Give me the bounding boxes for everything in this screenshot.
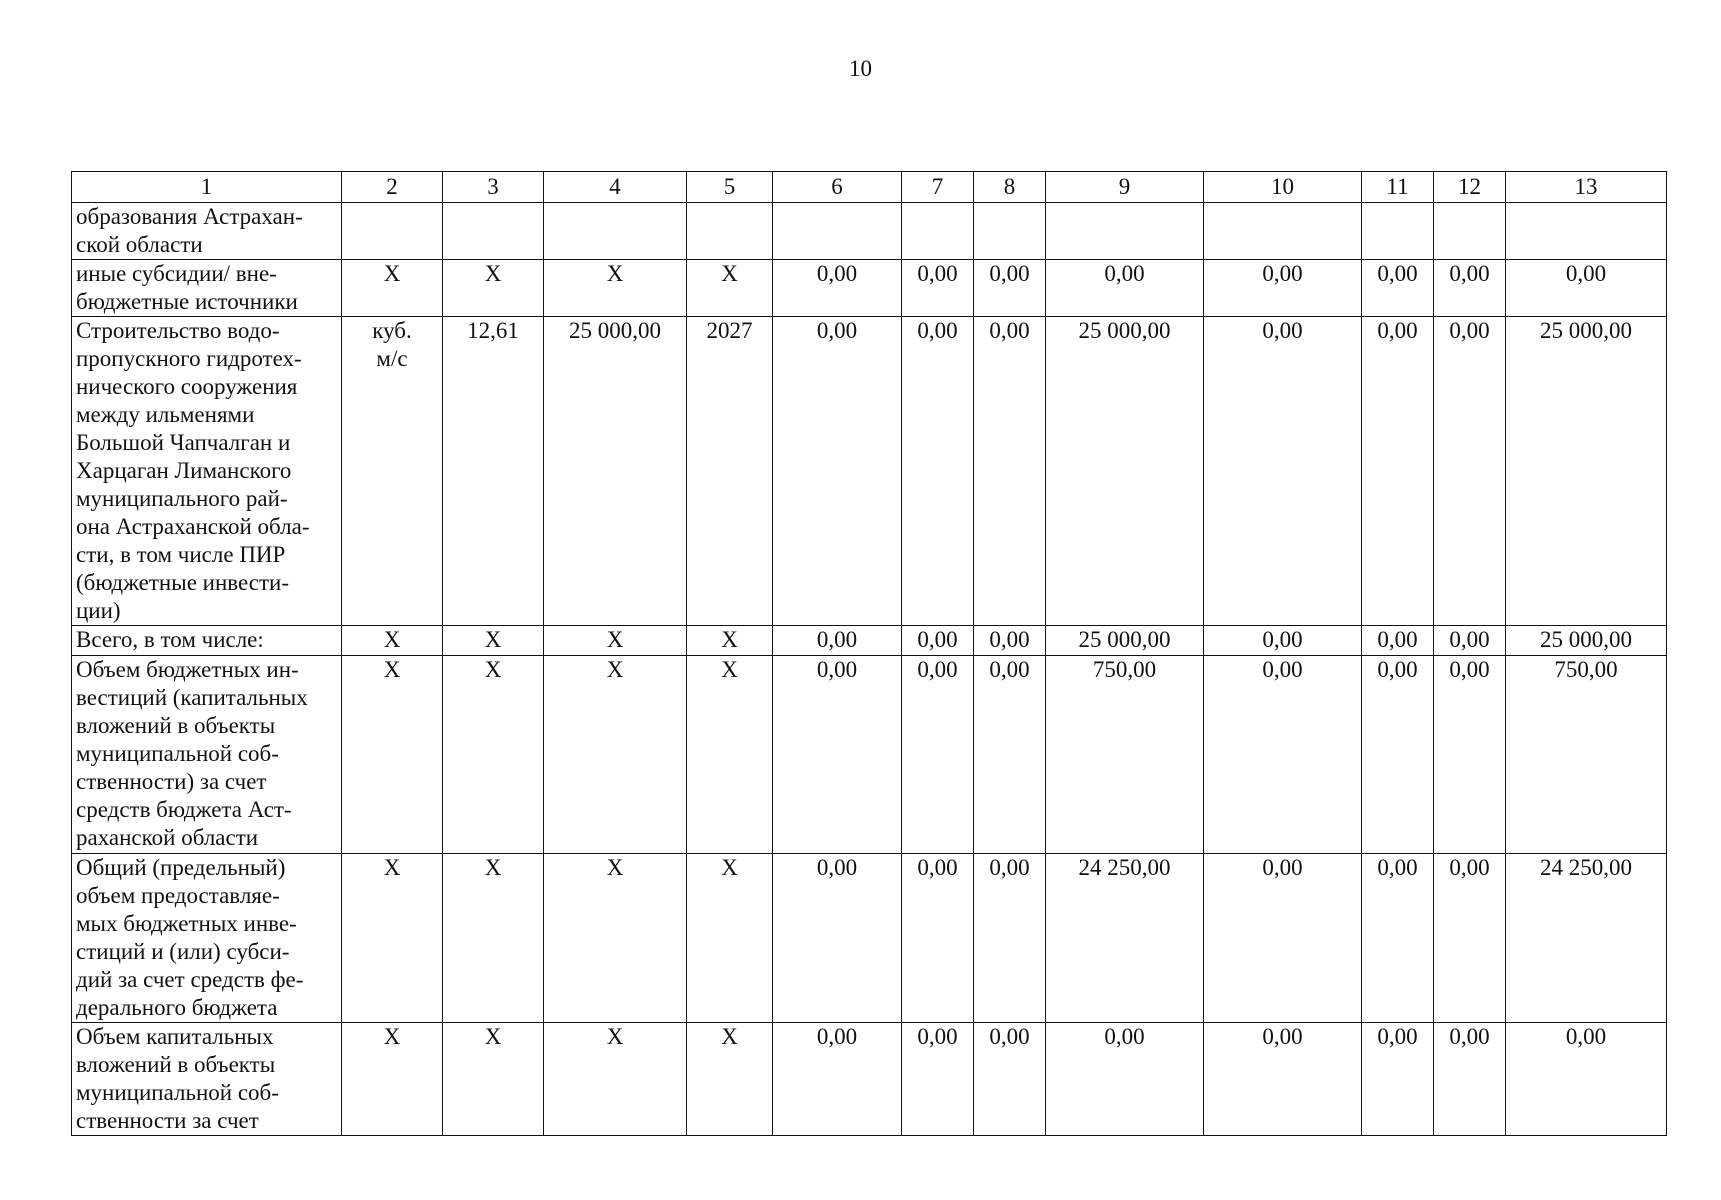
table-cell: 0,00 bbox=[773, 626, 902, 656]
table-cell: Х bbox=[544, 656, 687, 854]
table-cell: 0,00 bbox=[902, 1023, 974, 1136]
table-cell: 0,00 bbox=[974, 656, 1046, 854]
table-row bbox=[72, 203, 1667, 260]
column-header: 7 bbox=[902, 172, 974, 203]
table-cell: 0,00 bbox=[1204, 260, 1362, 317]
table-cell: Х bbox=[544, 626, 687, 656]
table-cell: 0,00 bbox=[1506, 260, 1667, 317]
table-cell: 0,00 bbox=[1204, 656, 1362, 854]
row-label: образования Астрахан- ской области bbox=[72, 203, 342, 260]
table-cell: 0,00 bbox=[773, 260, 902, 317]
table-cell: 0,00 bbox=[1362, 854, 1434, 1023]
table-cell bbox=[1506, 203, 1667, 260]
table-cell: 0,00 bbox=[773, 854, 902, 1023]
table-cell: 0,00 bbox=[1362, 317, 1434, 626]
table-cell: Х bbox=[443, 1023, 544, 1136]
table-cell: 0,00 bbox=[1204, 1023, 1362, 1136]
table-cell: 0,00 bbox=[1362, 656, 1434, 854]
table-cell: Х bbox=[342, 626, 443, 656]
column-header: 12 bbox=[1434, 172, 1506, 203]
table-cell: 25 000,00 bbox=[544, 317, 687, 626]
table-cell: 750,00 bbox=[1506, 656, 1667, 854]
table-cell: 25 000,00 bbox=[1506, 626, 1667, 656]
table-cell: 0,00 bbox=[902, 854, 974, 1023]
column-header: 8 bbox=[974, 172, 1046, 203]
table-row bbox=[72, 1023, 1667, 1136]
table-cell: Х bbox=[443, 854, 544, 1023]
column-header: 11 bbox=[1362, 172, 1434, 203]
table-cell: 0,00 bbox=[974, 626, 1046, 656]
table-cell bbox=[1434, 203, 1506, 260]
table-row bbox=[72, 656, 1667, 854]
table-cell bbox=[1362, 203, 1434, 260]
table-cell bbox=[1046, 203, 1204, 260]
table-cell: 0,00 bbox=[1204, 854, 1362, 1023]
table-row bbox=[72, 260, 1667, 317]
row-label: Всего, в том числе: bbox=[72, 626, 342, 656]
column-header: 4 bbox=[544, 172, 687, 203]
table-cell: 0,00 bbox=[1362, 260, 1434, 317]
table-header bbox=[72, 172, 1667, 203]
table-cell: 750,00 bbox=[1046, 656, 1204, 854]
table-cell: 0,00 bbox=[1046, 1023, 1204, 1136]
row-label: Общий (предельный) объем предоставляе- мых бюджетных инве- стиций и (или) субси- дий за счет средств фе- дерального бюджета bbox=[72, 854, 342, 1023]
table-cell bbox=[773, 203, 902, 260]
table-cell: 0,00 bbox=[974, 854, 1046, 1023]
table-cell: куб. м/с bbox=[342, 317, 443, 626]
table-cell bbox=[544, 203, 687, 260]
header-row bbox=[72, 172, 1667, 203]
table-cell: 2027 bbox=[687, 317, 773, 626]
table-cell: Х bbox=[687, 854, 773, 1023]
table-cell: Х bbox=[342, 656, 443, 854]
table-cell bbox=[974, 203, 1046, 260]
column-header: 1 bbox=[72, 172, 342, 203]
table-cell: 12,61 bbox=[443, 317, 544, 626]
table-cell: Х bbox=[544, 854, 687, 1023]
row-label: Объем бюджетных ин- вестиций (капитальных вложений в объекты муниципальной соб- ственности) за счет средств бюджета Аст- раханской области bbox=[72, 656, 342, 854]
column-header: 13 bbox=[1506, 172, 1667, 203]
budget-table bbox=[71, 171, 1667, 1136]
table-cell: 0,00 bbox=[773, 317, 902, 626]
table-cell: Х bbox=[443, 656, 544, 854]
table-cell: Х bbox=[342, 854, 443, 1023]
table-cell: 0,00 bbox=[902, 656, 974, 854]
table-cell bbox=[1204, 203, 1362, 260]
row-label: Строительство водо- пропускного гидротех- нического сооружения между ильменями Большой Чапчалган и Харцаган Лиманского муниципального рай- она Астраханской обла- сти, в том числе ПИР (бюджетные инвести- ции) bbox=[72, 317, 342, 626]
table-row bbox=[72, 317, 1667, 626]
table-cell: Х bbox=[687, 260, 773, 317]
table-cell: 0,00 bbox=[974, 317, 1046, 626]
table-row bbox=[72, 854, 1667, 1023]
table-cell: 0,00 bbox=[1506, 1023, 1667, 1136]
table-cell: 0,00 bbox=[902, 317, 974, 626]
table-cell: 0,00 bbox=[902, 626, 974, 656]
table-cell: 25 000,00 bbox=[1046, 317, 1204, 626]
table-cell bbox=[902, 203, 974, 260]
table-cell: Х bbox=[544, 1023, 687, 1136]
table-cell bbox=[687, 203, 773, 260]
table-cell: 25 000,00 bbox=[1506, 317, 1667, 626]
table-cell: 0,00 bbox=[1434, 317, 1506, 626]
column-header: 5 bbox=[687, 172, 773, 203]
page-number: 10 bbox=[849, 56, 872, 81]
table-cell: Х bbox=[687, 626, 773, 656]
column-header: 6 bbox=[773, 172, 902, 203]
table-cell: 24 250,00 bbox=[1506, 854, 1667, 1023]
table-cell: 0,00 bbox=[773, 656, 902, 854]
table-cell: Х bbox=[342, 260, 443, 317]
table-cell: Х bbox=[687, 1023, 773, 1136]
table-cell: 0,00 bbox=[902, 260, 974, 317]
table-cell: 25 000,00 bbox=[1046, 626, 1204, 656]
table-cell: 0,00 bbox=[1204, 317, 1362, 626]
table-cell: 0,00 bbox=[1362, 1023, 1434, 1136]
table-cell: Х bbox=[544, 260, 687, 317]
table-cell bbox=[443, 203, 544, 260]
table-cell: 0,00 bbox=[1046, 260, 1204, 317]
column-header: 3 bbox=[443, 172, 544, 203]
table-cell: 0,00 bbox=[1204, 626, 1362, 656]
table-cell: 0,00 bbox=[1434, 1023, 1506, 1136]
table-cell: 0,00 bbox=[1434, 260, 1506, 317]
table-row bbox=[72, 626, 1667, 656]
table-cell: 0,00 bbox=[1434, 656, 1506, 854]
column-header: 9 bbox=[1046, 172, 1204, 203]
table-cell: Х bbox=[342, 1023, 443, 1136]
table-cell bbox=[342, 203, 443, 260]
table-cell: 0,00 bbox=[974, 1023, 1046, 1136]
row-label: иные субсидии/ вне- бюджетные источники bbox=[72, 260, 342, 317]
row-label: Объем капитальных вложений в объекты муниципальной соб- ственности за счет bbox=[72, 1023, 342, 1136]
table-cell: Х bbox=[687, 656, 773, 854]
table-cell: Х bbox=[443, 626, 544, 656]
table-cell: 0,00 bbox=[773, 1023, 902, 1136]
table-cell: 0,00 bbox=[974, 260, 1046, 317]
table-cell: 0,00 bbox=[1434, 626, 1506, 656]
table-cell: 24 250,00 bbox=[1046, 854, 1204, 1023]
table-body bbox=[72, 203, 1667, 1136]
table-cell: 0,00 bbox=[1434, 854, 1506, 1023]
column-header: 2 bbox=[342, 172, 443, 203]
column-header: 10 bbox=[1204, 172, 1362, 203]
table-cell: Х bbox=[443, 260, 544, 317]
table-cell: 0,00 bbox=[1362, 626, 1434, 656]
